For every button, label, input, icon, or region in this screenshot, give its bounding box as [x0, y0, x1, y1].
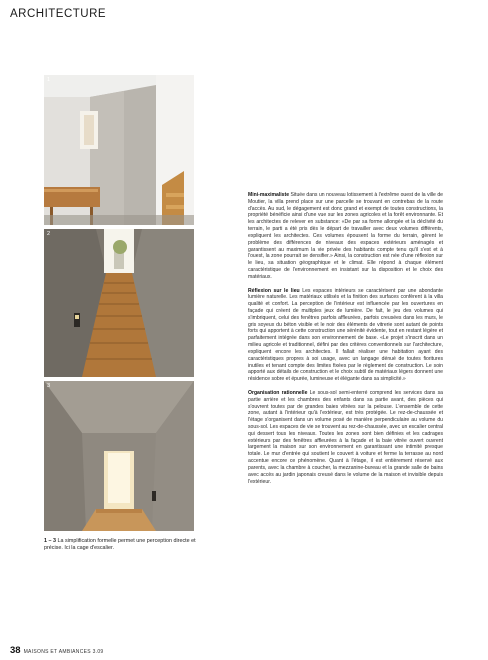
page-number: 38	[10, 645, 21, 656]
article-paragraph	[248, 390, 443, 485]
photo-1-image	[44, 75, 194, 225]
photo-number: 2	[47, 231, 51, 237]
section-title: ARCHITECTURE	[10, 8, 107, 20]
subheading: Organisation rationnelle	[248, 389, 308, 396]
article-body	[248, 192, 443, 492]
subheading: Mini-maximaliste	[248, 192, 290, 198]
caption-text: La simplification formelle permet une perception directe et précise. Ici la cage d'escalier.	[44, 538, 196, 552]
photo-number: 3	[47, 383, 51, 389]
photo-staircase-down	[44, 381, 194, 531]
paragraph-text: Le sous-sol semi-enterré comprend les services dans sa partie arrière et les chambres des enfants dans sa partie avant, des pièces qui s'ouvrent toutes par de grandes baies vitrées sur la pelouse. L'ensemble de cette zone, autant à l'intérieur qu'à l'extérieur, est très protégée. Le rez-de-chaussée et l'étage s'organisent dans un volume posé de manière perpendiculaire au volume du sous-sol. Les espaces de vie se trouvent au rez-de-chaussée, avec un escalier central qui dessert tous les niveaux. Toutes les zones sont bien définies et les cadrages extérieurs par des fenêtres affleurées à la façade et la baie vitrée ouvert ouvrent largement la maison sur son environnement en garantissant une intimité presque totale. Le mur d'entrée qui soutient le couvert à voiture et ferme la terrasse au nord accentue encore ce phénomène. Quant à l'étage, il est entièrement réservé aux parents, avec la chambre à coucher, la mezzanine-bureau et la grande salle de bains avec accès au jardin japonais creusé dans le volume de la maison et invisible depuis l'extérieur.	[248, 389, 443, 485]
magazine-name: MAISONS ET AMBIANCES 3.09	[23, 649, 104, 655]
photo-3-image	[44, 381, 194, 531]
article-paragraph	[248, 192, 443, 281]
photo-number: 1	[47, 77, 51, 83]
article-paragraph	[248, 288, 443, 383]
photo-caption	[44, 538, 196, 553]
paragraph-text: Située dans un nouveau lotissement à l'extrême ouest de la ville de Moutier, la villa prend place sur une parcelle se trouvant en contrebas de la route d'accès. Au sud, le dégagement est donc grand et exempt de toutes constructions, la propriété bénéficie ainsi d'une vue sur les zones agricoles et la forêt environnante. Et les architectes de relever en substance: «De par sa forme allongée et la déclivité du terrain, le parti a été pris dès le départ de travailler avec deux volumes différents, expliquent les architectes. Ces volumes épousent la forme du terrain, gèrent le problème des différences de niveaux des espaces extérieurs aménagés et garantissent au maximum la vie privée des habitants compte tenu qu'il s'est et à l'ouest, la zone pourrait se densifier.» Ainsi, la construction est née d'une réflexion sur le lieu, sa situation géographique et le climat. Elle répond à chaque élément caractéristique de l'environnement en insistant sur la disposition et le choix des matériaux.	[248, 192, 443, 280]
page-footer	[10, 640, 104, 658]
subheading: Réflexion sur le lieu	[248, 287, 300, 294]
photo-interior-staircase-wall	[44, 75, 194, 225]
photo-2-image	[44, 229, 194, 377]
caption-range: 1 – 3	[44, 538, 56, 544]
paragraph-text: Les espaces intérieurs se caractérisent par une abondante lumière naturelle. Les matériaux utilisés et la finition des surfaces confèrent à la villa qualité et confort. La perception de l'intérieur est influencée par les ouvertures en façade qui créent de multiples jeux de lumière. De fait, le jeu des volumes qui s'imbriquent, celui des fenêtres parfois affleurées, parfois creusées dans les murs, le gris soyeux du béton visible et le noir des éléments de vitrerie sont autant de points forts qui apportent à cette construction une sérénité évidente, tout en restant légère et parfaitement intégrée dans son environnement de base. «Le projet s'inscrit dans un milieu agricole et traditionnel, défini par des critères conventionnels sur l'architecture, expliquent encore les architectes. Il fallait réaliser une habitation ayant des caractéristiques propres à soi usage, avec un langage dénué de toutes fioritures inutiles et tenant compte des limites fixées par le règlement de construction. Le soin apporté aux détails de construction et le choix subtil de matériaux légers donnent une résidence sobre et épurée, lumineuse et élégante dans sa simplicité.»	[248, 287, 444, 383]
photo-staircase-up	[44, 229, 194, 377]
